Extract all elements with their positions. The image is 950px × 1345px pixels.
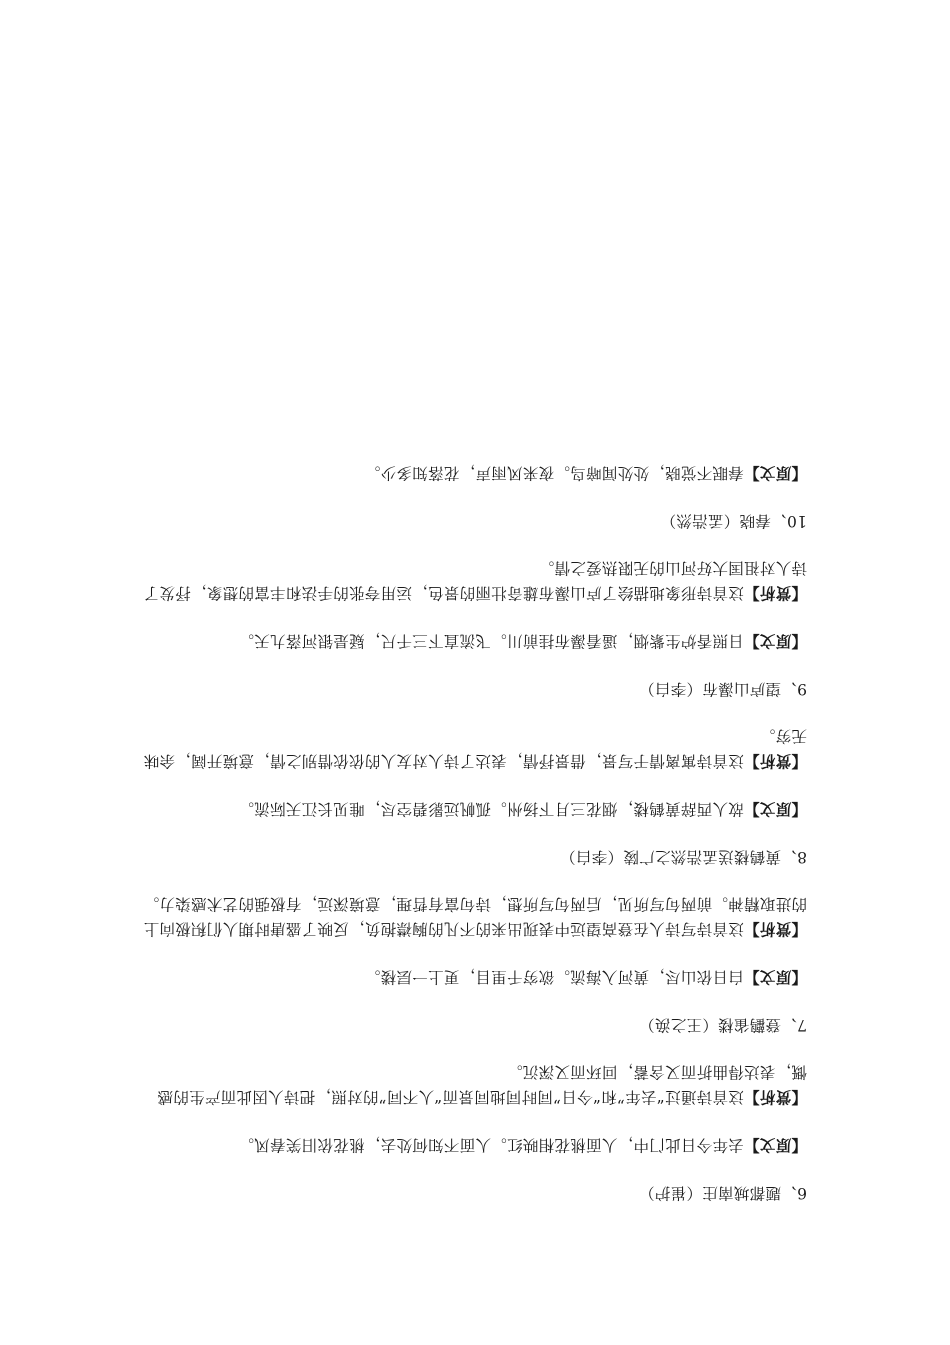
- original-text: [143, 460, 807, 486]
- document-body: [143, 140, 807, 1205]
- appreciation-label: 【赏析】: [743, 584, 807, 603]
- original-body: 故人西辞黄鹤楼，烟花三月下扬州。孤帆远影碧空尽，唯见长江天际流。: [238, 800, 744, 818]
- poem-section-8: [143, 723, 807, 869]
- section-heading: 7、登鹳雀楼（王之涣）: [638, 1016, 807, 1034]
- appreciation-text: [143, 723, 807, 774]
- original-text: [143, 628, 807, 654]
- section-heading: 10、春晓（孟浩然）: [660, 512, 807, 530]
- original-text: [143, 964, 807, 990]
- section-heading: 9、望庐山瀑布（李白）: [638, 680, 807, 698]
- section-heading: 6、题都城南庄（崔护）: [638, 1184, 807, 1202]
- original-text: [143, 796, 807, 822]
- appreciation-label: 【赏析】: [743, 1088, 807, 1107]
- appreciation-body: 这首诗寓离情于写景，借景抒情，表达了诗人对友人的依依惜别之情，意境开阔，余味无穷。: [143, 727, 807, 770]
- appreciation-text: [143, 1059, 807, 1110]
- appreciation-body: 这首诗形象地描绘了庐山瀑布雄奇壮丽的景色，运用夸张的手法和丰富的想象，抒发了诗人对祖国大好河山的无限热爱之情。: [143, 559, 807, 602]
- poem-section-6: [143, 1059, 807, 1205]
- original-label: 【原文】: [743, 464, 807, 483]
- original-body: 日照香炉生紫烟，遥看瀑布挂前川。飞流直下三千尺，疑是银河落九天。: [238, 632, 744, 650]
- original-body: 去年今日此门中，人面桃花相映红。人面不知何处去，桃花依旧笑春风。: [238, 1136, 744, 1154]
- appreciation-text: [143, 555, 807, 606]
- appreciation-text: [143, 891, 807, 942]
- original-text: [143, 1132, 807, 1158]
- poem-section-7: [143, 891, 807, 1037]
- original-body: 白日依山尽，黄河入海流。欲穷千里目，更上一层楼。: [364, 968, 744, 986]
- appreciation-body: 这首诗写诗人在登高望远中表现出来的不凡的胸襟抱负，反映了盛唐时期人们积极向上的进取精神。前两句写所见，后两句写所想，诗句富有哲理，意境深远，有极强的艺术感染力。: [143, 895, 807, 938]
- appreciation-label: 【赏析】: [743, 920, 807, 939]
- original-body: 春眠不觉晓，处处闻啼鸟。夜来风雨声，花落知多少。: [364, 464, 744, 482]
- appreciation-label: 【赏析】: [743, 752, 807, 771]
- original-label: 【原文】: [743, 1136, 807, 1155]
- poem-section-10: [143, 460, 807, 533]
- original-label: 【原文】: [743, 800, 807, 819]
- appreciation-body: 这首诗通过“去年”和“今日”同时同地同景而“人不同”的对照，把诗人因此而产生的感慨，表达得曲折而又含蓄，回环而又深沉。: [157, 1063, 807, 1106]
- poem-section-9: [143, 555, 807, 701]
- original-label: 【原文】: [743, 968, 807, 987]
- section-heading: 8、黄鹤楼送孟浩然之广陵（李白）: [559, 848, 807, 866]
- original-label: 【原文】: [743, 632, 807, 651]
